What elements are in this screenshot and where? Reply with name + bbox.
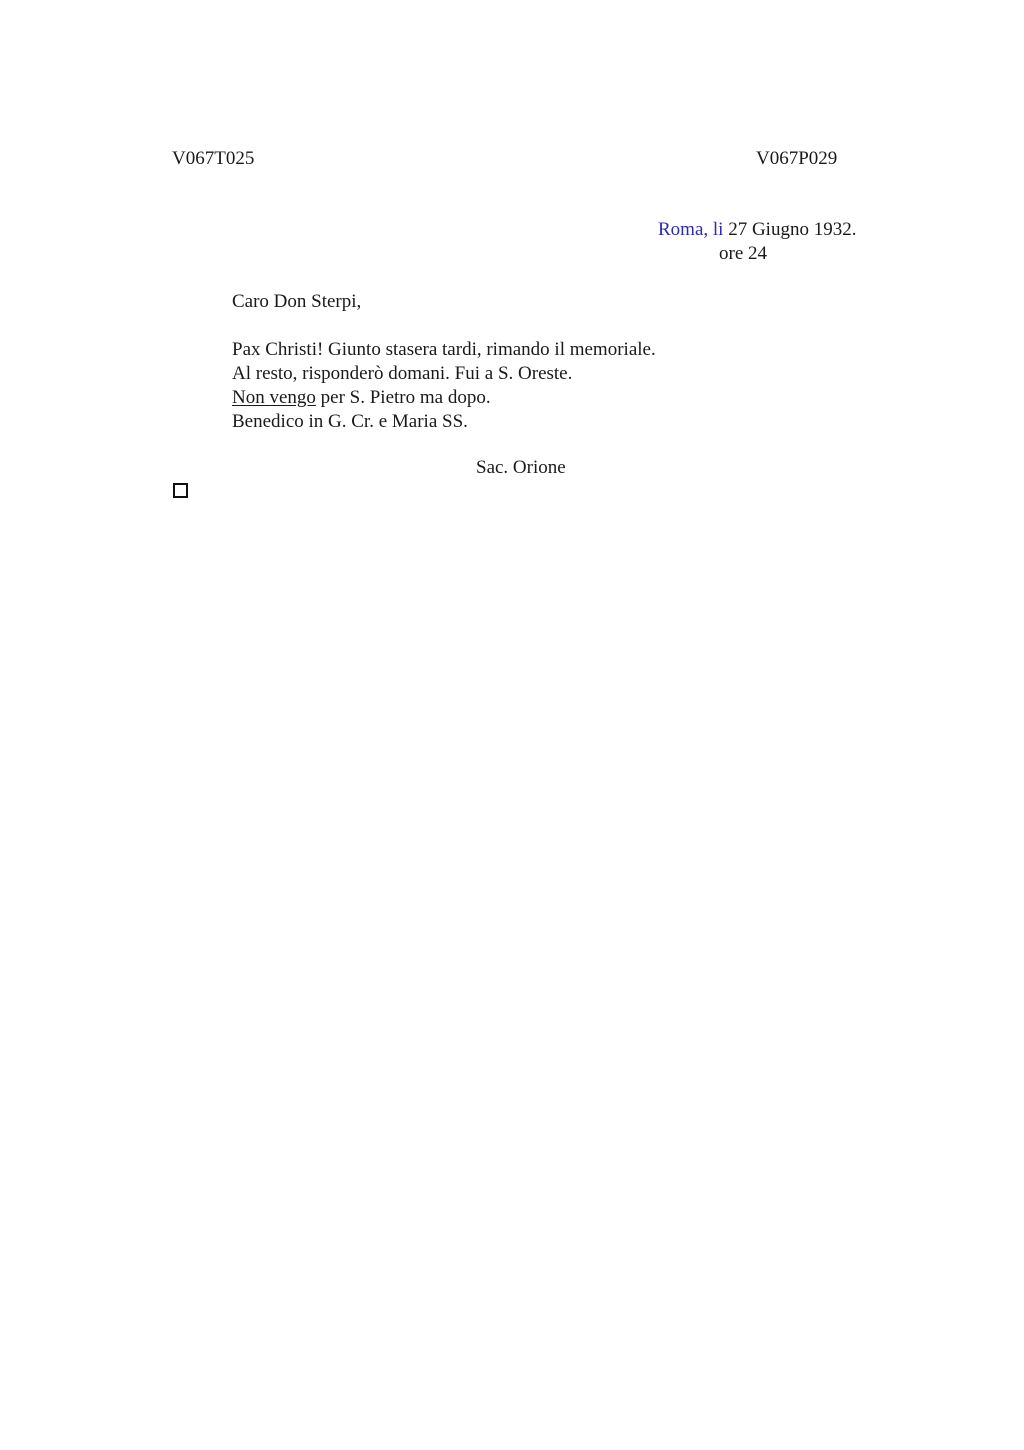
letter-salutation: Caro Don Sterpi, xyxy=(232,291,362,312)
letter-body xyxy=(232,338,656,434)
checkbox-square[interactable] xyxy=(173,483,188,498)
dateline xyxy=(658,218,856,242)
letter-line-4: Benedico in G. Cr. e Maria SS. xyxy=(232,411,468,432)
letter-line-1: Pax Christi! Giunto stasera tardi, rimando il memoriale. xyxy=(232,339,656,360)
letter-line-3 xyxy=(232,386,656,410)
dateline-time: ore 24 xyxy=(719,243,768,264)
letter-line-2: Al resto, risponderò domani. Fui a S. Oreste. xyxy=(232,363,573,384)
document-ref-left: V067T025 xyxy=(172,148,255,169)
document-ref-right: V067P029 xyxy=(756,148,838,169)
letter-line-3-underlined: Non vengo xyxy=(232,387,316,408)
letter-signature: Sac. Orione xyxy=(476,457,566,478)
dateline-date: 27 Giugno 1932. xyxy=(728,219,857,240)
letter-line-3-rest: per S. Pietro ma dopo. xyxy=(315,387,491,408)
dateline-place: Roma, li xyxy=(658,219,724,240)
